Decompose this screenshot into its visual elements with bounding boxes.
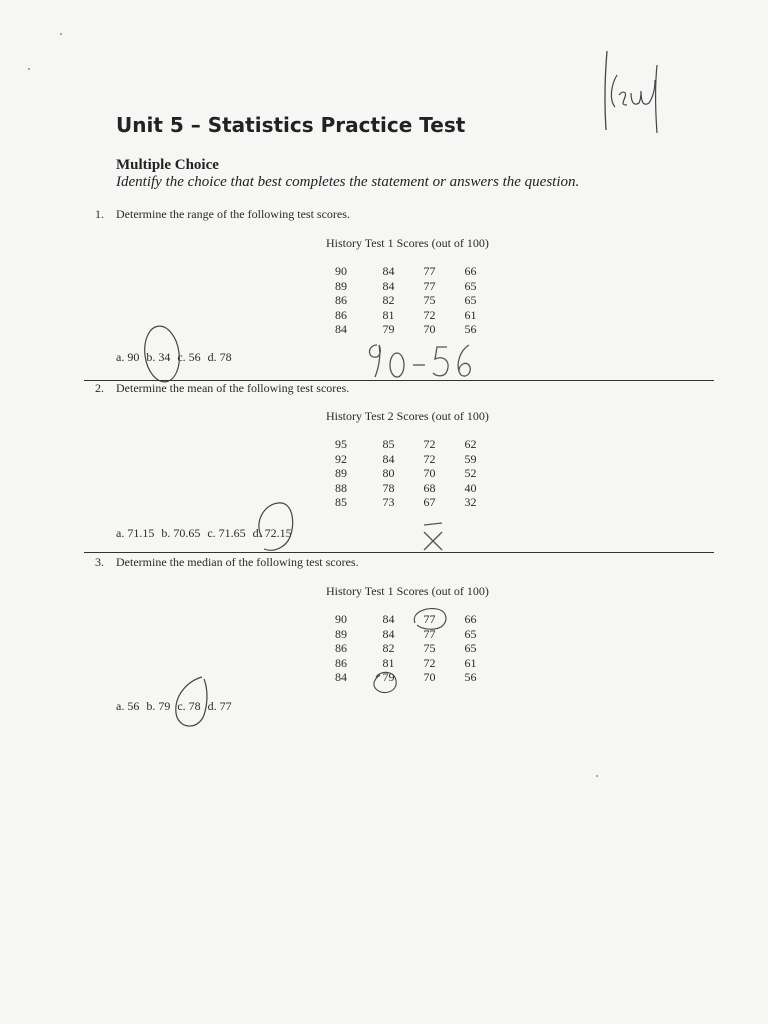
score-cell: 77: [423, 612, 436, 626]
table-row: [326, 308, 491, 323]
score-cell: 92: [335, 451, 347, 466]
score-cell: 86: [335, 641, 347, 655]
score-cell: 77: [423, 626, 436, 641]
score-cell: 65: [464, 278, 477, 293]
table-row: [326, 466, 491, 481]
score-cell: 88: [335, 480, 347, 495]
score-cell: 66: [464, 264, 477, 278]
score-table: [326, 437, 491, 510]
score-cell: 86: [335, 655, 347, 670]
score-cell: 82: [382, 293, 395, 307]
choice-a[interactable]: a. 56: [116, 699, 140, 713]
score-cell: 80: [382, 466, 395, 480]
table-row: [326, 627, 491, 642]
score-cell: 90: [335, 264, 347, 278]
score-cell: 65: [464, 626, 477, 641]
score-cell: 89: [335, 278, 347, 293]
choice-d[interactable]: d. 72.15: [252, 526, 292, 540]
scan-speck: [28, 68, 30, 70]
choice-c[interactable]: c. 56: [177, 350, 201, 364]
score-cell: 77: [423, 278, 436, 293]
score-cell: 89: [335, 466, 347, 480]
score-cell: 82: [382, 641, 395, 655]
table-row: [326, 641, 491, 656]
table-row: [326, 670, 491, 685]
score-cell: 78: [382, 480, 395, 495]
table-row: [326, 437, 491, 452]
question-text: Determine the range of the following test scores.: [116, 207, 350, 221]
score-cell: 66: [464, 612, 477, 626]
table-row: [326, 481, 491, 496]
score-cell: 72: [423, 655, 436, 670]
score-cell: 84: [382, 612, 395, 626]
score-cell: 84: [335, 670, 347, 684]
score-table: [326, 612, 491, 685]
score-cell: 95: [335, 437, 347, 451]
page-title: Unit 5 – Statistics Practice Test: [116, 113, 466, 137]
choice-d[interactable]: d. 78: [207, 350, 232, 364]
score-cell: 81: [382, 307, 395, 322]
question-divider: [84, 552, 714, 553]
score-cell: 40: [464, 480, 477, 495]
table-row: [326, 322, 491, 337]
score-cell: 84: [382, 278, 395, 293]
section-heading: Multiple Choice: [116, 157, 219, 173]
score-cell: 75: [423, 293, 436, 307]
table-row: [326, 279, 491, 294]
score-cell: 72: [423, 451, 436, 466]
handwritten-range-note: [365, 341, 477, 383]
score-cell: 86: [335, 307, 347, 322]
instructions-text: Identify the choice that best completes the statement or answers the question.: [116, 174, 580, 190]
table-row: [326, 495, 491, 510]
score-cell: 77: [423, 264, 436, 278]
score-cell: 81: [382, 655, 395, 670]
score-cell: 72: [423, 437, 436, 451]
answer-choices: [116, 350, 239, 365]
answer-choices: [116, 526, 299, 541]
table-title: History Test 2 Scores (out of 100): [326, 409, 489, 423]
table-row: [326, 612, 491, 627]
score-cell: 61: [464, 655, 477, 670]
handwritten-key-mark: [595, 45, 675, 135]
score-cell: 70: [423, 670, 436, 684]
choice-a[interactable]: a. 71.15: [116, 526, 155, 540]
score-cell: 70: [423, 322, 436, 336]
score-cell: 84: [335, 322, 347, 336]
question-text: Determine the median of the following test scores.: [116, 555, 359, 569]
score-cell: 75: [423, 641, 436, 655]
choice-b[interactable]: b. 79: [146, 699, 171, 713]
score-cell: 84: [382, 626, 395, 641]
table-row: [326, 452, 491, 467]
score-cell: 67: [423, 495, 436, 509]
score-cell: 90: [335, 612, 347, 626]
score-cell: 56: [464, 322, 477, 336]
choice-a[interactable]: a. 90: [116, 350, 140, 364]
choice-c[interactable]: c. 78: [177, 699, 201, 713]
score-cell: 84: [382, 451, 395, 466]
table-title: History Test 1 Scores (out of 100): [326, 236, 489, 250]
score-cell: 56: [464, 670, 477, 684]
score-cell: 61: [464, 307, 477, 322]
score-cell: 62: [464, 437, 477, 451]
choice-b[interactable]: b. 70.65: [161, 526, 201, 540]
score-cell: 70: [423, 466, 436, 480]
question-number: 3.: [95, 555, 104, 569]
question-number: 1.: [95, 207, 104, 221]
score-cell: 84: [382, 264, 395, 278]
question-number: 2.: [95, 381, 104, 395]
table-title: History Test 1 Scores (out of 100): [326, 584, 489, 598]
score-cell: 65: [464, 293, 477, 307]
score-cell: 59: [464, 451, 477, 466]
choice-d[interactable]: d. 77: [207, 699, 232, 713]
table-row: [326, 656, 491, 671]
score-cell: 32: [464, 495, 477, 509]
scan-speck: [60, 33, 62, 35]
choice-c[interactable]: c. 71.65: [207, 526, 246, 540]
scan-speck: [596, 775, 598, 777]
score-cell: 79: [382, 670, 395, 684]
score-cell: 73: [382, 495, 395, 509]
choice-b[interactable]: b. 34: [146, 350, 171, 364]
score-cell: 86: [335, 293, 347, 307]
score-cell: 85: [335, 495, 347, 509]
question-text: Determine the mean of the following test scores.: [116, 381, 350, 395]
score-cell: 68: [423, 480, 436, 495]
score-cell: 85: [382, 437, 395, 451]
handwritten-mean-symbol: [420, 522, 448, 552]
score-cell: 79: [382, 322, 395, 336]
score-cell: 65: [464, 641, 477, 655]
score-cell: 52: [464, 466, 477, 480]
table-row: [326, 293, 491, 308]
score-table: [326, 264, 491, 337]
table-row: [326, 264, 491, 279]
score-cell: 72: [423, 307, 436, 322]
answer-choices: [116, 699, 239, 714]
score-cell: 89: [335, 626, 347, 641]
